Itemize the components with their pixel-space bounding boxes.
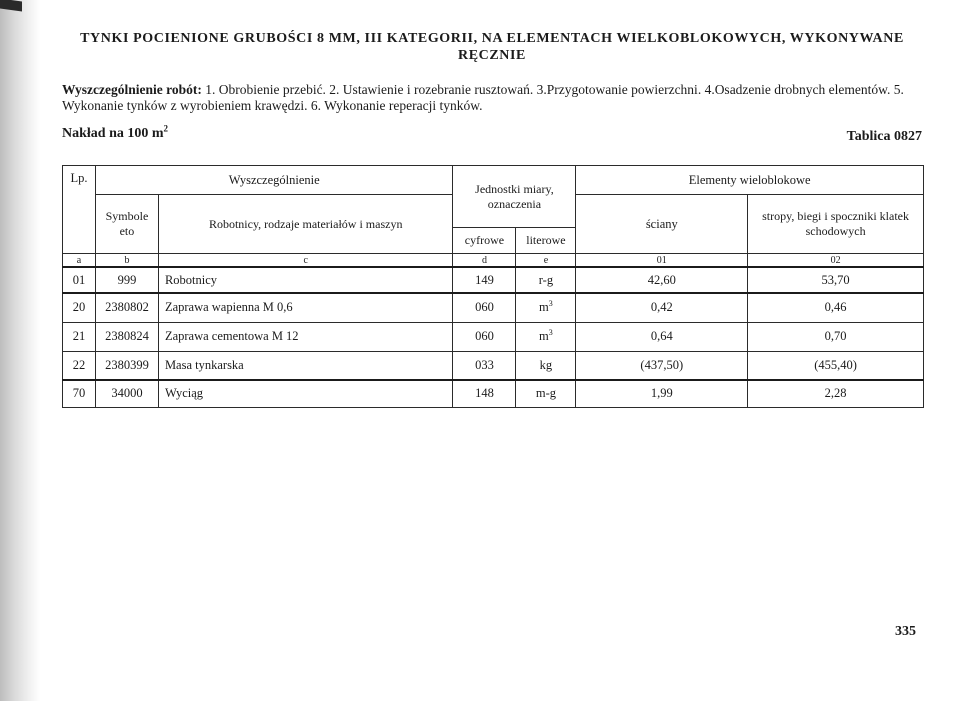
index-cell: a	[63, 254, 96, 268]
table-row	[63, 351, 924, 380]
naklad-label	[62, 123, 169, 142]
index-cell: e	[516, 254, 576, 268]
table-row	[63, 322, 924, 351]
header-symbol: Symbole eto	[95, 195, 158, 254]
cell-name: Wyciąg	[158, 380, 453, 407]
cell-stropy: 2,28	[748, 380, 924, 407]
cell-sciany: 0,64	[576, 322, 748, 351]
cell-symbol: 2380399	[95, 351, 158, 380]
cell-lp: 22	[63, 351, 96, 380]
cell-symbol: 2380824	[95, 322, 158, 351]
cell-lp: 01	[63, 267, 96, 293]
header-cyfrowe: cyfrowe	[453, 228, 516, 254]
cell-name: Robotnicy	[158, 267, 453, 293]
cell-cyfrowe: 060	[453, 293, 516, 322]
unit-text: r-g	[538, 272, 554, 287]
index-cell: d	[453, 254, 516, 268]
cell-symbol: 2380802	[95, 293, 158, 322]
title-line-1: TYNKI POCIENIONE GRUBOŚCI 8 MM, III KATEGORII, NA ELEMENTACH WIELKOBLOKOWYCH, WYKONYWANE	[80, 31, 904, 46]
naklad-text: Nakład na 100 m	[62, 126, 164, 141]
cell-literowe	[516, 267, 576, 293]
cell-literowe	[516, 293, 576, 322]
naklad-row	[62, 123, 922, 148]
binding-shadow	[0, 0, 40, 701]
description-label: Wyszczególnienie robót:	[62, 82, 202, 97]
header-sciany: ściany	[576, 195, 748, 254]
cell-cyfrowe: 033	[453, 351, 516, 380]
cell-cyfrowe: 149	[453, 267, 516, 293]
page-number: 335	[895, 624, 916, 639]
document-page	[62, 30, 922, 401]
cell-name: Zaprawa wapienna M 0,6	[158, 293, 453, 322]
cell-lp: 20	[63, 293, 96, 322]
tablica-number: Tablica 0827	[846, 129, 922, 144]
header-literowe: literowe	[516, 228, 576, 254]
table-row	[63, 380, 924, 407]
unit-text: m-g	[535, 386, 556, 401]
header-elementy: Elementy wieloblokowe	[576, 166, 924, 195]
table-row	[63, 267, 924, 293]
header-jednostki: Jednostki miary, oznaczenia	[453, 166, 576, 228]
cell-cyfrowe: 060	[453, 322, 516, 351]
header-robotnicy: Robotnicy, rodzaje materiałów i maszyn	[158, 195, 453, 254]
cell-symbol: 999	[95, 267, 158, 293]
index-cell: c	[158, 254, 453, 268]
cell-name: Masa tynkarska	[158, 351, 453, 380]
cell-lp: 21	[63, 322, 96, 351]
cell-sciany: 1,99	[576, 380, 748, 407]
unit-text: kg	[539, 357, 553, 372]
header-lp: Lp.	[63, 166, 96, 254]
cell-literowe	[516, 380, 576, 407]
unit-sup: 3	[548, 299, 553, 309]
cell-cyfrowe: 148	[453, 380, 516, 407]
cell-lp: 70	[63, 380, 96, 407]
work-description	[62, 82, 922, 114]
page-title	[62, 30, 922, 64]
unit-text: m	[539, 300, 549, 315]
index-cell: 02	[748, 254, 924, 268]
title-line-2: RĘCZNIE	[458, 48, 526, 63]
cell-stropy: 0,70	[748, 322, 924, 351]
cell-stropy: 53,70	[748, 267, 924, 293]
cell-sciany: 42,60	[576, 267, 748, 293]
index-cell: 01	[576, 254, 748, 268]
naklad-sup: 2	[163, 123, 169, 134]
description-text: 1. Obrobienie przebić. 2. Ustawienie i rozebranie rusztowań. 3.Przygotowanie powierzchni. 4.Osadzenie drobnych elementów. 5. Wykonanie tynków z wyrobieniem krawędzi. 6. Wykonanie reperacji tynków.	[62, 82, 904, 113]
header-wyszczegolnienie: Wyszczególnienie	[95, 166, 453, 195]
cell-stropy: 0,46	[748, 293, 924, 322]
cell-symbol: 34000	[95, 380, 158, 407]
unit-sup: 3	[548, 327, 553, 337]
table-row	[63, 293, 924, 322]
index-row	[63, 254, 924, 268]
cell-sciany: 0,42	[576, 293, 748, 322]
cell-literowe	[516, 322, 576, 351]
cell-literowe	[516, 351, 576, 380]
cell-sciany: (437,50)	[576, 351, 748, 380]
index-cell: b	[95, 254, 158, 268]
header-stropy: stropy, biegi i spoczniki klatek schodowych	[748, 195, 924, 254]
norms-table	[62, 165, 924, 408]
cell-stropy: (455,40)	[748, 351, 924, 380]
unit-text: m	[539, 329, 549, 343]
cell-name: Zaprawa cementowa M 12	[158, 322, 453, 351]
